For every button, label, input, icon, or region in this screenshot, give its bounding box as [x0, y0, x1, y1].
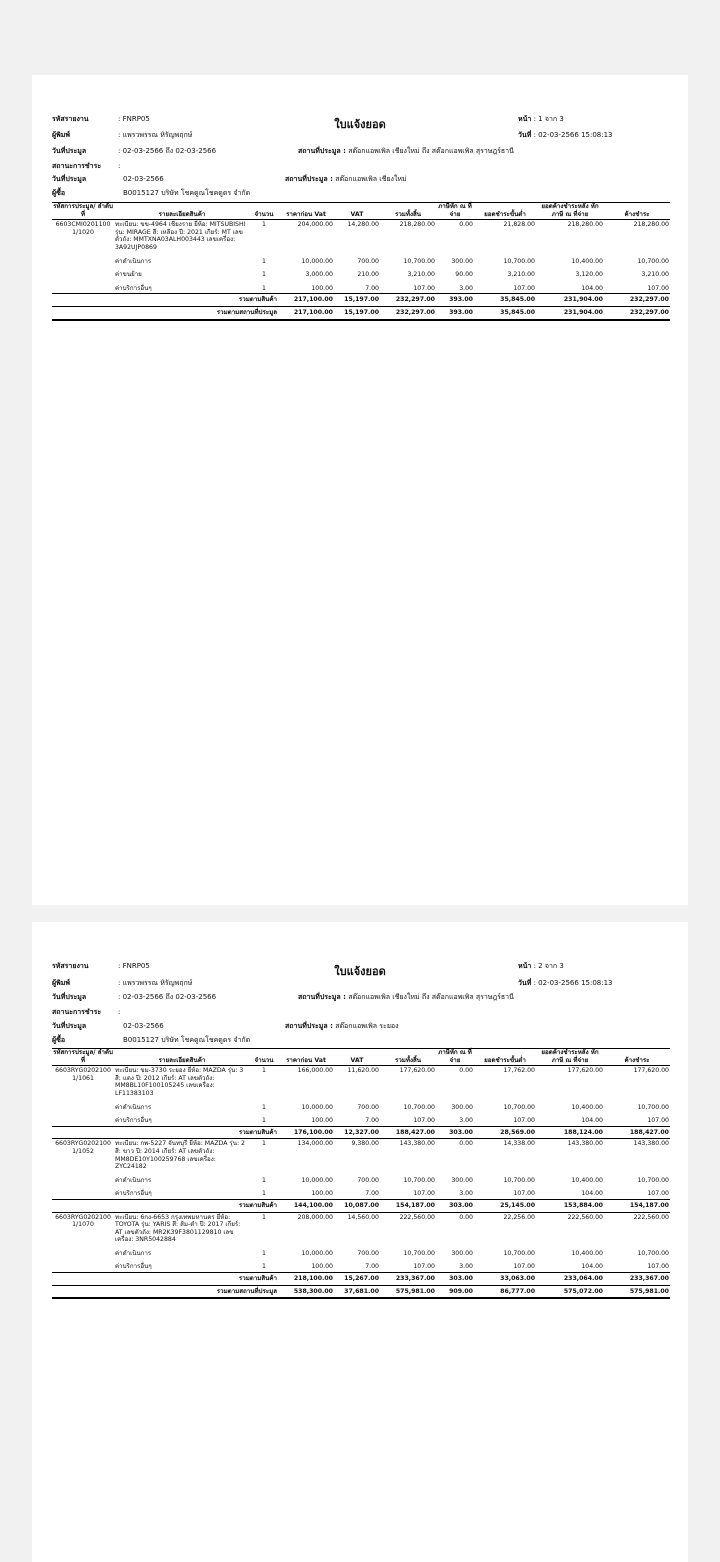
- table-row: [52, 1099, 670, 1113]
- table-cell: 1: [262, 1140, 266, 1148]
- table-row: [52, 1245, 670, 1259]
- table-row: [52, 1112, 670, 1126]
- table-cell: 107.00: [513, 1263, 535, 1271]
- table-cell: 7.00: [365, 1263, 379, 1271]
- location-total-cell: 232,297.00: [380, 306, 436, 319]
- auction-date-label: วันที่ประมูล: [52, 993, 87, 1001]
- printer-label: ผู้พิมพ์: [52, 979, 70, 987]
- location-total-label: รวมตามสถานที่ประมูล: [114, 306, 278, 319]
- location-total-label: รวมตามสถานที่ประมูล: [114, 1285, 278, 1298]
- table-cell: 107.00: [413, 284, 435, 292]
- table-cell: [52, 1245, 114, 1259]
- buyer-label: ผู้ซื้อ: [52, 189, 66, 197]
- table-cell: 700.00: [357, 1103, 379, 1111]
- table-cell: 6603CMI0201100 1/1020: [55, 221, 111, 236]
- table-cell: 10,700.00: [403, 257, 435, 265]
- table-cell: 107.00: [513, 1190, 535, 1198]
- table-cell: 104.00: [581, 1117, 603, 1125]
- table-cell: 100.00: [311, 284, 333, 292]
- table-cell: ค่าขนย้าย: [115, 271, 142, 279]
- table-cell: 700.00: [357, 1176, 379, 1184]
- auction-date-range: : 02-03-2566 ถึง 02-03-2566: [118, 993, 217, 1001]
- subtotal-cell: 176,100.00: [278, 1126, 334, 1139]
- table-cell: [52, 1172, 114, 1186]
- location-total-cell: 86,777.00: [474, 1285, 536, 1298]
- auction-date-label: วันที่ประมูล: [52, 1022, 87, 1030]
- table-cell: ค่าดำเนินการ: [115, 1249, 152, 1257]
- report-code-label: รหัสรายงาน: [52, 115, 89, 123]
- report-page-2: [32, 922, 688, 1562]
- pay-status: :: [118, 162, 121, 170]
- table-cell: [52, 266, 114, 280]
- table-cell: 10,700.00: [403, 1103, 435, 1111]
- table-cell: 6603RYG0202100 1/1061: [55, 1067, 111, 1082]
- table-cell: ทะเบียน: ขข-4964 เชียงราย ยี่ห้อ: MITSUBISHI รุ่น: MIRAGE สี: เหลือง ปี: 2021 เกียร์: MT เลขตัวถัง: MMTXNA03ALH003443 เลขเครื่อง: 3A92UJP0869: [115, 221, 246, 251]
- table-cell: 218,280.00: [399, 221, 435, 229]
- subtotal-cell: 303.00: [436, 1273, 474, 1286]
- subtotal-label: รวมตามสินค้า: [114, 294, 278, 307]
- column-header: รวมทั้งสิ้น: [380, 1049, 436, 1066]
- subtotal-cell: 233,064.00: [536, 1273, 604, 1286]
- table-row: [52, 280, 670, 294]
- print-datetime: วันที่ : 02-03-2566 15:08:13: [518, 131, 613, 139]
- table-cell: 3.00: [459, 1190, 473, 1198]
- column-header: รวมทั้งสิ้น: [380, 203, 436, 220]
- table-cell: 10,400.00: [571, 257, 603, 265]
- table-cell: [52, 280, 114, 294]
- table-cell: ค่าบริการอื่นๆ: [115, 1263, 152, 1271]
- table-cell: 204,000.00: [297, 221, 333, 229]
- table-cell: 107.00: [513, 1117, 535, 1125]
- table-row: [52, 1139, 670, 1172]
- subtotal-label: รวมตามสินค้า: [114, 1273, 278, 1286]
- table-cell: 7.00: [365, 1190, 379, 1198]
- table-cell: 1: [262, 1190, 266, 1198]
- table-cell: 1: [262, 284, 266, 292]
- table-cell: 166,000.00: [297, 1067, 333, 1075]
- table-cell: 107.00: [647, 1263, 669, 1271]
- location: สถานที่ประมูล : สต๊อกแอพเพิล ระยอง: [285, 1022, 399, 1030]
- subtotal-row: [52, 1126, 670, 1139]
- column-header: ค้างชำระ: [604, 1049, 670, 1066]
- column-header: ยอดชำระขั้นต่ำ: [474, 203, 536, 220]
- auction-date: 02-03-2566: [123, 175, 164, 183]
- table-cell: 107.00: [413, 1190, 435, 1198]
- table-cell: 107.00: [413, 1117, 435, 1125]
- report-title: ใบแจ้งยอด: [334, 965, 386, 978]
- table-cell: ค่าบริการอื่นๆ: [115, 1190, 152, 1198]
- subtotal-row: [52, 1273, 670, 1286]
- table-cell: 100.00: [311, 1263, 333, 1271]
- table-row: [52, 1172, 670, 1186]
- table-cell: 10,700.00: [503, 257, 535, 265]
- table-cell: 10,700.00: [637, 1176, 669, 1184]
- table-cell: 10,400.00: [571, 1103, 603, 1111]
- printer-name: : แพรวพรรณ หิรัญพฤกษ์: [118, 131, 193, 139]
- report-code: : FNRP05: [118, 962, 150, 970]
- table-cell: 14,280.00: [347, 221, 379, 229]
- subtotal-cell: 218,100.00: [278, 1273, 334, 1286]
- subtotal-cell: 217,100.00: [278, 294, 334, 307]
- subtotal-cell: 15,197.00: [334, 294, 380, 307]
- column-header: ภาษีหัก ณ ที่จ่าย: [436, 203, 474, 220]
- subtotal-cell: 233,367.00: [380, 1273, 436, 1286]
- subtotal-cell: 15,267.00: [334, 1273, 380, 1286]
- column-header: ยอดชำระขั้นต่ำ: [474, 1049, 536, 1066]
- column-header: จำนวน: [250, 203, 278, 220]
- table-cell: 104.00: [581, 1190, 603, 1198]
- table-cell: 107.00: [647, 1117, 669, 1125]
- table-cell: 11,620.00: [347, 1067, 379, 1075]
- column-header: จำนวน: [250, 1049, 278, 1066]
- column-header: รายละเอียดสินค้า: [114, 1049, 250, 1066]
- location: สถานที่ประมูล : สต๊อกแอพเพิล เชียงใหม่: [285, 175, 407, 183]
- pay-status-label: สถานะการชำระ: [52, 162, 102, 170]
- table-cell: 0.00: [459, 221, 473, 229]
- table-cell: 222,560.00: [399, 1213, 435, 1221]
- column-header: ภาษีหัก ณ ที่จ่าย: [436, 1049, 474, 1066]
- table-cell: ทะเบียน: ขม-3730 ระยอง ยี่ห้อ: MAZDA รุ่น: 3 สี: แดง ปี: 2012 เกียร์: AT เลขตัวถัง: MM8BL10F100105245 เลขเครื่อง: LF11383103: [115, 1067, 244, 1097]
- table-cell: [52, 1099, 114, 1113]
- table-cell: 10,000.00: [301, 257, 333, 265]
- table-cell: 300.00: [451, 1249, 473, 1257]
- table-cell: 3.00: [459, 1117, 473, 1125]
- table-cell: 1: [262, 271, 266, 279]
- table-cell: 6603RYG0202100 1/1070: [55, 1213, 111, 1229]
- table-cell: 10,400.00: [571, 1249, 603, 1257]
- table-cell: 10,000.00: [301, 1249, 333, 1257]
- printer-name: : แพรวพรรณ หิรัญพฤกษ์: [118, 979, 193, 987]
- table-cell: 10,700.00: [637, 1103, 669, 1111]
- table-cell: 222,560.00: [567, 1213, 603, 1221]
- table-cell: 7.00: [365, 284, 379, 292]
- table-cell: 218,280.00: [633, 221, 669, 229]
- table-cell: 0.00: [459, 1140, 473, 1148]
- table-row: [52, 1066, 670, 1099]
- subtotal-cell: 188,427.00: [380, 1126, 436, 1139]
- table-cell: 1: [262, 1067, 266, 1075]
- buyer-label: ผู้ซื้อ: [52, 1036, 66, 1044]
- pay-status: :: [118, 1008, 121, 1016]
- table-cell: ทะเบียน: กพ-5227 จันทบุรี ยี่ห้อ: MAZDA รุ่น: 2 สี: ขาว ปี: 2014 เกียร์: AT เลขตัวถัง: MM8DE10Y100259768 เลขเครื่อง: ZYC24182: [115, 1140, 245, 1171]
- location-total-cell: 232,297.00: [604, 306, 670, 319]
- table-cell: 100.00: [311, 1117, 333, 1125]
- table-cell: 143,380.00: [399, 1140, 435, 1148]
- table-cell: 107.00: [413, 1263, 435, 1271]
- table-cell: [52, 253, 114, 267]
- table-cell: [52, 1185, 114, 1199]
- location-total-cell: 35,845.00: [474, 306, 536, 319]
- subtotal-row: [52, 294, 670, 307]
- subtotal-cell: 303.00: [436, 1126, 474, 1139]
- page-indicator: หน้า : 1 จาก 3: [518, 115, 564, 123]
- table-cell: ทะเบียน: 6กง-6653 กรุงเทพมหานคร ยี่ห้อ: TOYOTA รุ่น: YARIS สี: ส้ม-ดำ ปี: 2017 เกียร์: AT เลขตัวถัง: MR2K39F3801129810 เลขเครื่อง: 3NR5042884: [115, 1213, 241, 1244]
- table-cell: 9,380.00: [351, 1140, 379, 1148]
- table-cell: 1: [262, 1213, 266, 1221]
- subtotal-cell: 144,100.00: [278, 1199, 334, 1212]
- table-cell: 107.00: [513, 284, 535, 292]
- column-header: ยอดค้างชำระหลัง หักภาษี ณ ที่จ่าย: [536, 1049, 604, 1066]
- table-cell: 90.00: [455, 271, 473, 279]
- table-cell: 100.00: [311, 1190, 333, 1198]
- table-cell: 3,210.00: [407, 271, 435, 279]
- location-total-cell: 393.00: [436, 306, 474, 319]
- auction-date-label: วันที่ประมูล: [52, 147, 87, 155]
- statement-table: [52, 1048, 670, 1299]
- table-cell: 22,256.00: [503, 1213, 535, 1221]
- table-cell: 3,210.00: [641, 271, 669, 279]
- table-cell: 700.00: [357, 257, 379, 265]
- statement-table: [52, 202, 670, 321]
- table-cell: 143,380.00: [633, 1140, 669, 1148]
- location-total-cell: 538,300.00: [278, 1285, 334, 1298]
- printer-label: ผู้พิมพ์: [52, 131, 70, 139]
- table-row: [52, 266, 670, 280]
- location-total-row: [52, 306, 670, 319]
- location-total-cell: 37,681.00: [334, 1285, 380, 1298]
- table-row: [52, 1185, 670, 1199]
- subtotal-cell: 154,187.00: [380, 1199, 436, 1212]
- table-cell: 3.00: [459, 1263, 473, 1271]
- location-total-cell: 575,072.00: [536, 1285, 604, 1298]
- table-cell: 143,380.00: [567, 1140, 603, 1148]
- location-total-cell: 217,100.00: [278, 306, 334, 319]
- table-cell: 10,700.00: [403, 1176, 435, 1184]
- subtotal-cell: 28,569.00: [474, 1126, 536, 1139]
- subtotal-cell: 188,427.00: [604, 1126, 670, 1139]
- auction-date: 02-03-2566: [123, 1022, 164, 1030]
- table-cell: ค่าดำเนินการ: [115, 257, 152, 265]
- subtotal-cell: 393.00: [436, 294, 474, 307]
- location-total-row: [52, 1285, 670, 1298]
- buyer: B0015127 บริษัท โชคดูณโชคดูดร จำกัด: [123, 1036, 251, 1044]
- table-cell: 3,120.00: [575, 271, 603, 279]
- subtotal-cell: 12,327.00: [334, 1126, 380, 1139]
- table-cell: ค่าดำเนินการ: [115, 1176, 152, 1184]
- table-cell: 3,000.00: [305, 271, 333, 279]
- table-cell: 10,700.00: [637, 1249, 669, 1257]
- table-cell: 0.00: [459, 1067, 473, 1075]
- table-header-row: [52, 1049, 670, 1066]
- report-page-1: [32, 75, 688, 905]
- table-cell: 1: [262, 1117, 266, 1125]
- table-cell: [52, 1112, 114, 1126]
- column-header: ราคาก่อน Vat: [278, 1049, 334, 1066]
- location-range: สถานที่ประมูล : สต๊อกแอพเพิล เชียงใหม่ ถึง สต๊อกแอพเพิล สุราษฎร์ธานี: [298, 993, 514, 1001]
- table-cell: 10,700.00: [503, 1176, 535, 1184]
- location-total-cell: 231,904.00: [536, 306, 604, 319]
- table-cell: 10,000.00: [301, 1103, 333, 1111]
- table-cell: 1: [262, 1249, 266, 1257]
- table-header-row: [52, 203, 670, 220]
- table-cell: 177,620.00: [567, 1067, 603, 1075]
- table-cell: 300.00: [451, 1176, 473, 1184]
- subtotal-cell: 232,297.00: [604, 294, 670, 307]
- subtotal-row: [52, 1199, 670, 1212]
- table-cell: 104.00: [581, 284, 603, 292]
- subtotal-cell: 231,904.00: [536, 294, 604, 307]
- report-title: ใบแจ้งยอด: [334, 118, 386, 131]
- table-cell: 107.00: [647, 284, 669, 292]
- auction-date-label: วันที่ประมูล: [52, 175, 87, 183]
- subtotal-cell: 25,145.00: [474, 1199, 536, 1212]
- subtotal-cell: 35,845.00: [474, 294, 536, 307]
- auction-date-range: : 02-03-2566 ถึง 02-03-2566: [118, 147, 217, 155]
- table-cell: 218,280.00: [567, 221, 603, 229]
- column-header: VAT: [334, 203, 380, 220]
- table-row: [52, 253, 670, 267]
- table-cell: 0.00: [459, 1213, 473, 1221]
- page-indicator: หน้า : 2 จาก 3: [518, 962, 564, 970]
- table-cell: 210.00: [357, 271, 379, 279]
- table-cell: 300.00: [451, 1103, 473, 1111]
- print-datetime: วันที่ : 02-03-2566 15:08:13: [518, 979, 613, 987]
- table-cell: 1: [262, 257, 266, 265]
- table-cell: 300.00: [451, 257, 473, 265]
- subtotal-label: รวมตามสินค้า: [114, 1126, 278, 1139]
- table-cell: 1: [262, 221, 266, 229]
- table-cell: 700.00: [357, 1249, 379, 1257]
- table-cell: 1: [262, 1176, 266, 1184]
- subtotal-cell: 188,124.00: [536, 1126, 604, 1139]
- location-range: สถานที่ประมูล : สต๊อกแอพเพิล เชียงใหม่ ถึง สต๊อกแอพเพิล สุราษฎร์ธานี: [298, 147, 514, 155]
- table-cell: 107.00: [647, 1190, 669, 1198]
- table-cell: 134,000.00: [297, 1140, 333, 1148]
- table-cell: 21,828.00: [503, 221, 535, 229]
- buyer: B0015127 บริษัท โชคดูณโชคดูดร จำกัด: [123, 189, 251, 197]
- table-cell: ค่าบริการอื่นๆ: [115, 284, 152, 292]
- table-cell: 1: [262, 1103, 266, 1111]
- column-header: VAT: [334, 1049, 380, 1066]
- report-code: : FNRP05: [118, 115, 150, 123]
- table-cell: ค่าบริการอื่นๆ: [115, 1117, 152, 1125]
- pay-status-label: สถานะการชำระ: [52, 1008, 102, 1016]
- table-cell: 222,560.00: [633, 1213, 669, 1221]
- column-header: ราคาก่อน Vat: [278, 203, 334, 220]
- subtotal-cell: 33,063.00: [474, 1273, 536, 1286]
- table-cell: 208,000.00: [297, 1213, 333, 1221]
- table-cell: 10,700.00: [637, 257, 669, 265]
- table-cell: 177,620.00: [399, 1067, 435, 1075]
- table-cell: 6603RYG0202100 1/1052: [55, 1140, 111, 1155]
- table-cell: 104.00: [581, 1263, 603, 1271]
- column-header: รายละเอียดสินค้า: [114, 203, 250, 220]
- subtotal-cell: 303.00: [436, 1199, 474, 1212]
- table-cell: 10,000.00: [301, 1176, 333, 1184]
- table-row: [52, 220, 670, 253]
- table-row: [52, 1258, 670, 1272]
- table-cell: 10,700.00: [503, 1249, 535, 1257]
- table-cell: 14,338.00: [503, 1140, 535, 1148]
- report-code-label: รหัสรายงาน: [52, 962, 89, 970]
- table-cell: 10,400.00: [571, 1176, 603, 1184]
- subtotal-cell: 232,297.00: [380, 294, 436, 307]
- column-header: ยอดค้างชำระหลัง หักภาษี ณ ที่จ่าย: [536, 203, 604, 220]
- table-cell: 7.00: [365, 1117, 379, 1125]
- table-cell: 3.00: [459, 284, 473, 292]
- column-header: ค้างชำระ: [604, 203, 670, 220]
- table-cell: 10,700.00: [503, 1103, 535, 1111]
- table-cell: 14,560.00: [347, 1213, 379, 1221]
- subtotal-cell: 233,367.00: [604, 1273, 670, 1286]
- table-cell: 177,620.00: [633, 1067, 669, 1075]
- table-cell: 10,700.00: [403, 1249, 435, 1257]
- column-header: รหัสการประมูล/ ลำดับที่: [52, 1049, 114, 1066]
- column-header: รหัสการประมูล/ ลำดับที่: [52, 203, 114, 220]
- location-total-cell: 909.00: [436, 1285, 474, 1298]
- subtotal-cell: 154,187.00: [604, 1199, 670, 1212]
- location-total-cell: 575,981.00: [380, 1285, 436, 1298]
- table-cell: 17,762.00: [503, 1067, 535, 1075]
- location-total-cell: 575,981.00: [604, 1285, 670, 1298]
- subtotal-label: รวมตามสินค้า: [114, 1199, 278, 1212]
- subtotal-cell: 10,087.00: [334, 1199, 380, 1212]
- table-cell: [52, 1258, 114, 1272]
- table-cell: ค่าดำเนินการ: [115, 1103, 152, 1111]
- table-cell: 3,210.00: [507, 271, 535, 279]
- table-cell: 1: [262, 1263, 266, 1271]
- location-total-cell: 15,197.00: [334, 306, 380, 319]
- subtotal-cell: 153,884.00: [536, 1199, 604, 1212]
- table-row: [52, 1212, 670, 1245]
